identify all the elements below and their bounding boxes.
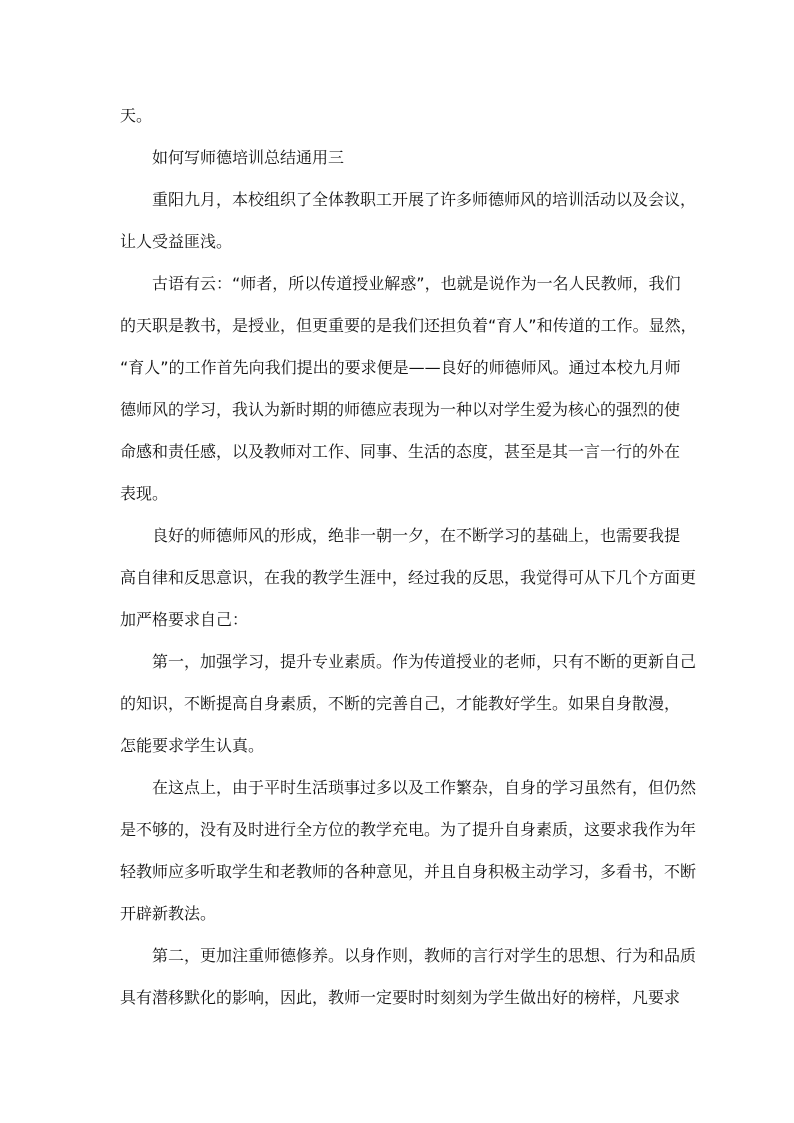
text-line: 命感和责任感，以及教师对工作、同事、生活的态度，甚至是其一言一行的外在 bbox=[120, 442, 681, 461]
text-line: 在这点上，由于平时生活琐事过多以及工作繁杂，自身的学习虽然有，但仍然 bbox=[152, 778, 697, 797]
text-line: “育人”的工作首先向我们提出的要求便是——良好的师德师风。通过本校九月师 bbox=[120, 358, 681, 377]
text-line: 轻教师应多听取学生和老教师的各种意见，并且自身积极主动学习，多看书，不断 bbox=[120, 862, 697, 881]
text-line: 第二，更加注重师德修养。以身作则，教师的言行对学生的思想、行为和品质 bbox=[152, 946, 697, 965]
text-line: 第一，加强学习，提升专业素质。作为传道授业的老师，只有不断的更新自己 bbox=[152, 652, 697, 671]
text-line: 开辟新教法。 bbox=[120, 904, 217, 923]
text-line: 的天职是教书，是授业，但更重要的是我们还担负着“育人”和传道的工作。显然， bbox=[120, 316, 697, 335]
text-line: 的知识，不断提高自身素质，不断的完善自己，才能教好学生。如果自身散漫， bbox=[120, 694, 681, 713]
text-line: 加严格要求自己： bbox=[120, 610, 249, 629]
text-line: 重阳九月，本校组织了全体教职工开展了许多师德师风的培训活动以及会议， bbox=[152, 190, 697, 209]
section-heading: 如何写师德培训总结通用三 bbox=[152, 148, 345, 167]
text-line: 古语有云：“师者，所以传道授业解惑”，也就是说作为一名人民教师，我们 bbox=[152, 274, 681, 293]
text-line: 让人受益匪浅。 bbox=[120, 232, 233, 251]
text-line: 具有潜移默化的影响，因此，教师一定要时时刻刻为学生做出好的榜样，凡要求 bbox=[120, 988, 681, 1007]
text-line: 良好的师德师风的形成，绝非一朝一夕，在不断学习的基础上，也需要我提 bbox=[152, 526, 681, 545]
text-line: 德师风的学习，我认为新时期的师德应表现为一种以对学生爱为核心的强烈的使 bbox=[120, 400, 681, 419]
text-line: 天。 bbox=[120, 106, 153, 125]
text-line: 怎能要求学生认真。 bbox=[120, 736, 265, 755]
text-line: 表现。 bbox=[120, 484, 169, 503]
text-line: 高自律和反思意识，在我的教学生涯中，经过我的反思，我觉得可从下几个方面更 bbox=[120, 568, 697, 587]
text-line: 是不够的，没有及时进行全方位的教学充电。为了提升自身素质，这要求我作为年 bbox=[120, 820, 697, 839]
